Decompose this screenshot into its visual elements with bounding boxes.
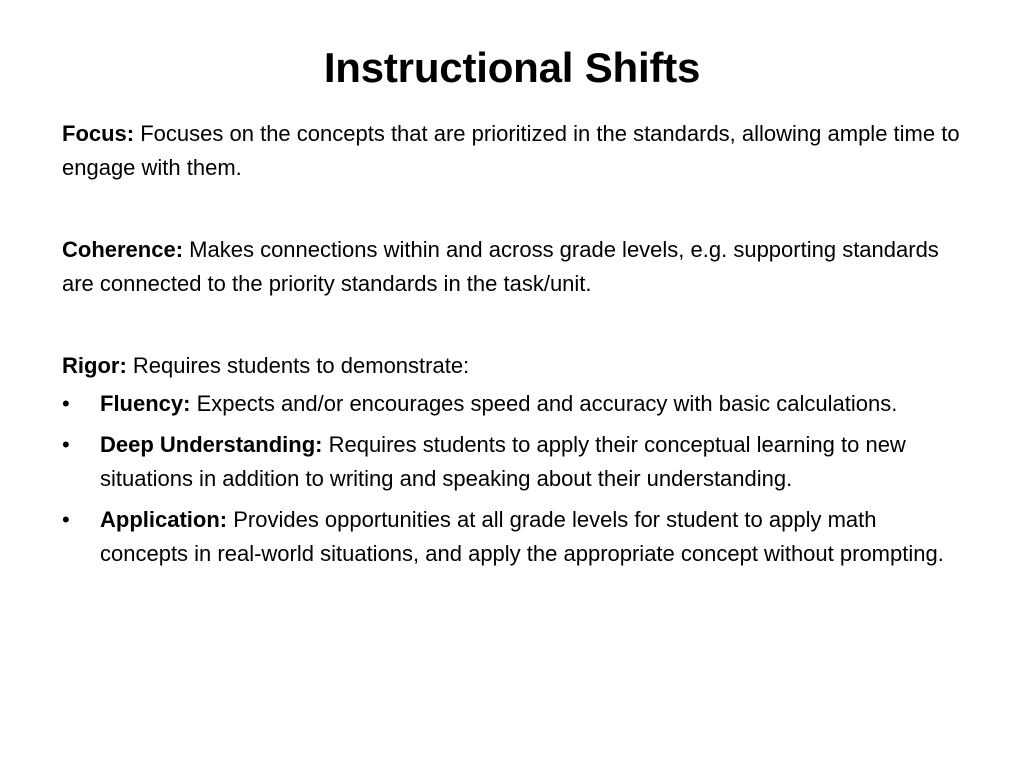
deep-understanding-bullet [62, 428, 967, 496]
application-label: Application: [100, 507, 228, 532]
focus-text: Focuses on the concepts that are prioritized in the standards, allowing ample time to engage with them. [62, 121, 960, 180]
application-bullet [62, 503, 967, 571]
rigor-paragraph [62, 349, 967, 383]
fluency-label: Fluency: [100, 391, 191, 416]
application-text: Provides opportunities at all grade levels for student to apply math concepts in real-world situations, and apply the appropriate concept without prompting. [100, 507, 944, 566]
coherence-label: Coherence: [62, 237, 184, 262]
fluency-text: Expects and/or encourages speed and accuracy with basic calculations. [190, 391, 898, 416]
deep-understanding-label: Deep Understanding: [100, 432, 323, 457]
bullet-marker: • [62, 391, 70, 416]
coherence-text: Makes connections within and across grade levels, e.g. supporting standards are connected to the priority standards in the task/unit. [62, 237, 939, 296]
focus-paragraph [62, 117, 967, 185]
rigor-text: Requires students to demonstrate: [126, 353, 470, 378]
bullet-marker: • [62, 507, 70, 532]
slide-content [62, 117, 967, 578]
rigor-label: Rigor: [62, 353, 127, 378]
bullet-marker: • [62, 432, 70, 457]
focus-label: Focus: [62, 121, 135, 146]
fluency-bullet [62, 387, 967, 421]
rigor-bullet-list [62, 387, 967, 571]
slide-title: Instructional Shifts [323, 44, 701, 91]
deep-understanding-text: Requires students to apply their conceptual learning to new situations in addition to writing and speaking about their understanding. [100, 432, 906, 491]
coherence-paragraph [62, 233, 967, 301]
